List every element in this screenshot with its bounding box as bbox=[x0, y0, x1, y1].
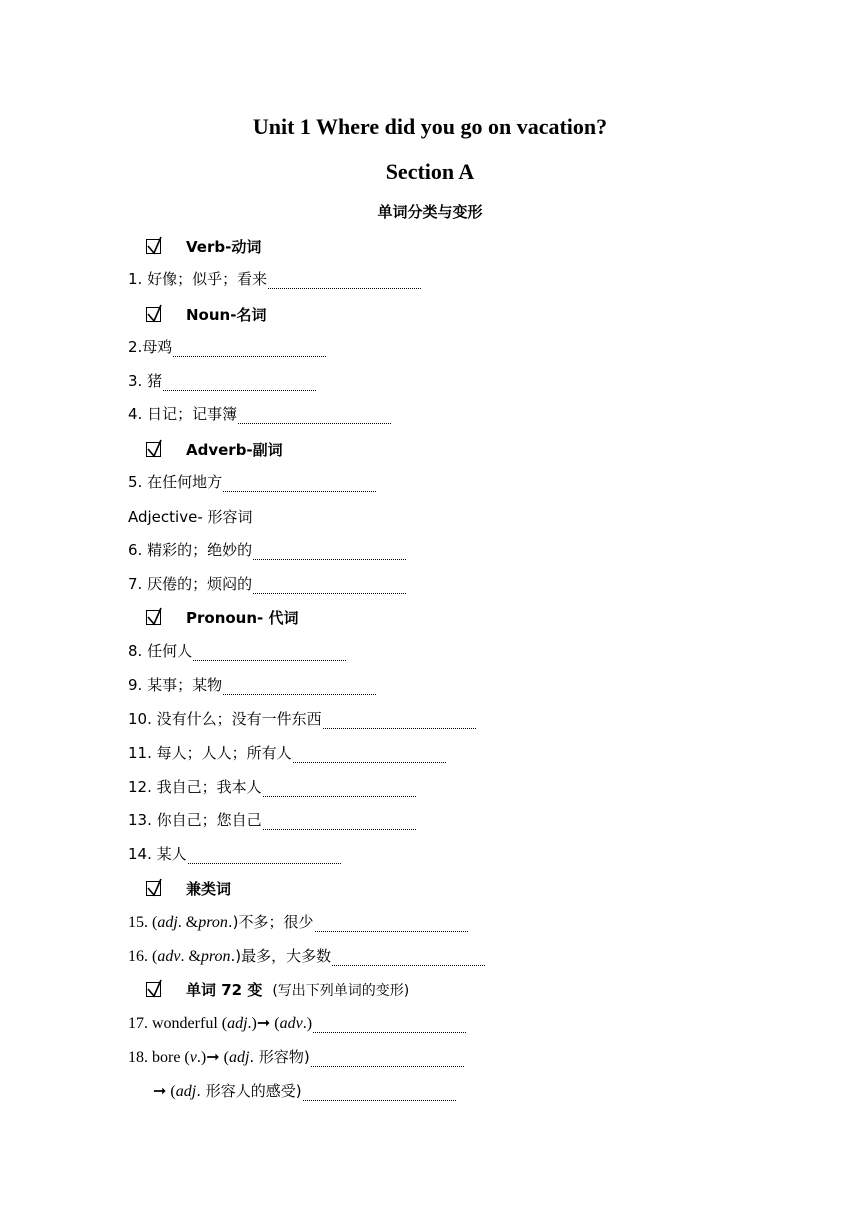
answer-blank[interactable] bbox=[332, 951, 485, 966]
page-title: Unit 1 Where did you go on vacation? bbox=[252, 114, 608, 139]
list-item: 1. 好像；似乎；看来 bbox=[128, 268, 421, 289]
answer-blank[interactable] bbox=[253, 579, 406, 594]
checkbox-icon bbox=[146, 442, 161, 457]
checkbox-icon bbox=[146, 610, 161, 625]
checkbox-icon bbox=[146, 881, 161, 896]
list-item: 12. 我自己；我本人 bbox=[128, 776, 416, 797]
answer-blank[interactable] bbox=[223, 477, 376, 492]
list-item: 13. 你自己；您自己 bbox=[128, 809, 416, 830]
heading-label: 单词 72 变 bbox=[186, 981, 263, 999]
list-item: 17. wonderful ( adj .)➞ ( adv .) bbox=[128, 1013, 466, 1033]
answer-blank[interactable] bbox=[193, 646, 346, 661]
answer-blank[interactable] bbox=[238, 409, 391, 424]
answer-blank[interactable] bbox=[163, 376, 316, 391]
heading-label: 兼类词 bbox=[186, 880, 232, 898]
heading-label: Noun-名词 bbox=[186, 306, 267, 324]
answer-blank[interactable] bbox=[311, 1052, 464, 1067]
answer-blank[interactable] bbox=[323, 714, 476, 729]
list-item: 3. 猪 bbox=[128, 370, 316, 391]
heading-adverb bbox=[146, 439, 283, 460]
list-item: 11. 每人；人人；所有人 bbox=[128, 742, 446, 763]
list-item: ➞ ( adj . 形容人的感受) bbox=[153, 1080, 456, 1101]
answer-blank[interactable] bbox=[268, 274, 421, 289]
list-item: 5. 在任何地方 bbox=[128, 471, 376, 492]
list-item: 2.母鸡 bbox=[128, 336, 326, 357]
answer-blank[interactable] bbox=[188, 849, 341, 864]
list-item: 15. ( adj . & pron .)不多；很少 bbox=[128, 911, 468, 932]
answer-blank[interactable] bbox=[313, 1018, 466, 1033]
heading-multi-class bbox=[146, 878, 231, 899]
list-item: 7. 厌倦的；烦闷的 bbox=[128, 573, 406, 594]
heading-label: Verb-动词 bbox=[186, 238, 262, 256]
answer-blank[interactable] bbox=[263, 782, 416, 797]
heading-label: Pronoun- 代词 bbox=[186, 609, 299, 627]
heading-label: Adverb-副词 bbox=[186, 441, 283, 459]
checkbox-icon bbox=[146, 239, 161, 254]
answer-blank[interactable] bbox=[223, 680, 376, 695]
list-item: 8. 任何人 bbox=[128, 640, 346, 661]
heading-noun bbox=[146, 304, 266, 325]
list-item: 9. 某事；某物 bbox=[128, 674, 376, 695]
list-item: 16. ( adv . & pron .)最多，大多数 bbox=[128, 945, 485, 966]
list-item: 10. 没有什么；没有一件东西 bbox=[128, 708, 476, 729]
list-item: 6. 精彩的；绝妙的 bbox=[128, 539, 406, 560]
checkbox-icon bbox=[146, 982, 161, 997]
answer-blank[interactable] bbox=[263, 815, 416, 830]
adjective-label: Adjective- 形容词 bbox=[128, 508, 253, 526]
heading-pronoun bbox=[146, 607, 299, 628]
heading-note: (写出下列单词的变形) bbox=[272, 982, 410, 999]
heading-transform bbox=[146, 979, 409, 1000]
answer-blank[interactable] bbox=[303, 1086, 456, 1101]
list-item: 14. 某人 bbox=[128, 843, 341, 864]
subtitle: 单词分类与变形 bbox=[377, 203, 483, 221]
heading-verb bbox=[146, 236, 261, 257]
list-item: 4. 日记；记事簿 bbox=[128, 403, 391, 424]
answer-blank[interactable] bbox=[173, 342, 326, 357]
answer-blank[interactable] bbox=[293, 748, 446, 763]
list-item: 18. bore ( v .)➞ ( adj . 形容物) bbox=[128, 1046, 464, 1067]
checkbox-icon bbox=[146, 307, 161, 322]
answer-blank[interactable] bbox=[315, 917, 468, 932]
section-title: Section A bbox=[385, 159, 475, 184]
answer-blank[interactable] bbox=[253, 545, 406, 560]
